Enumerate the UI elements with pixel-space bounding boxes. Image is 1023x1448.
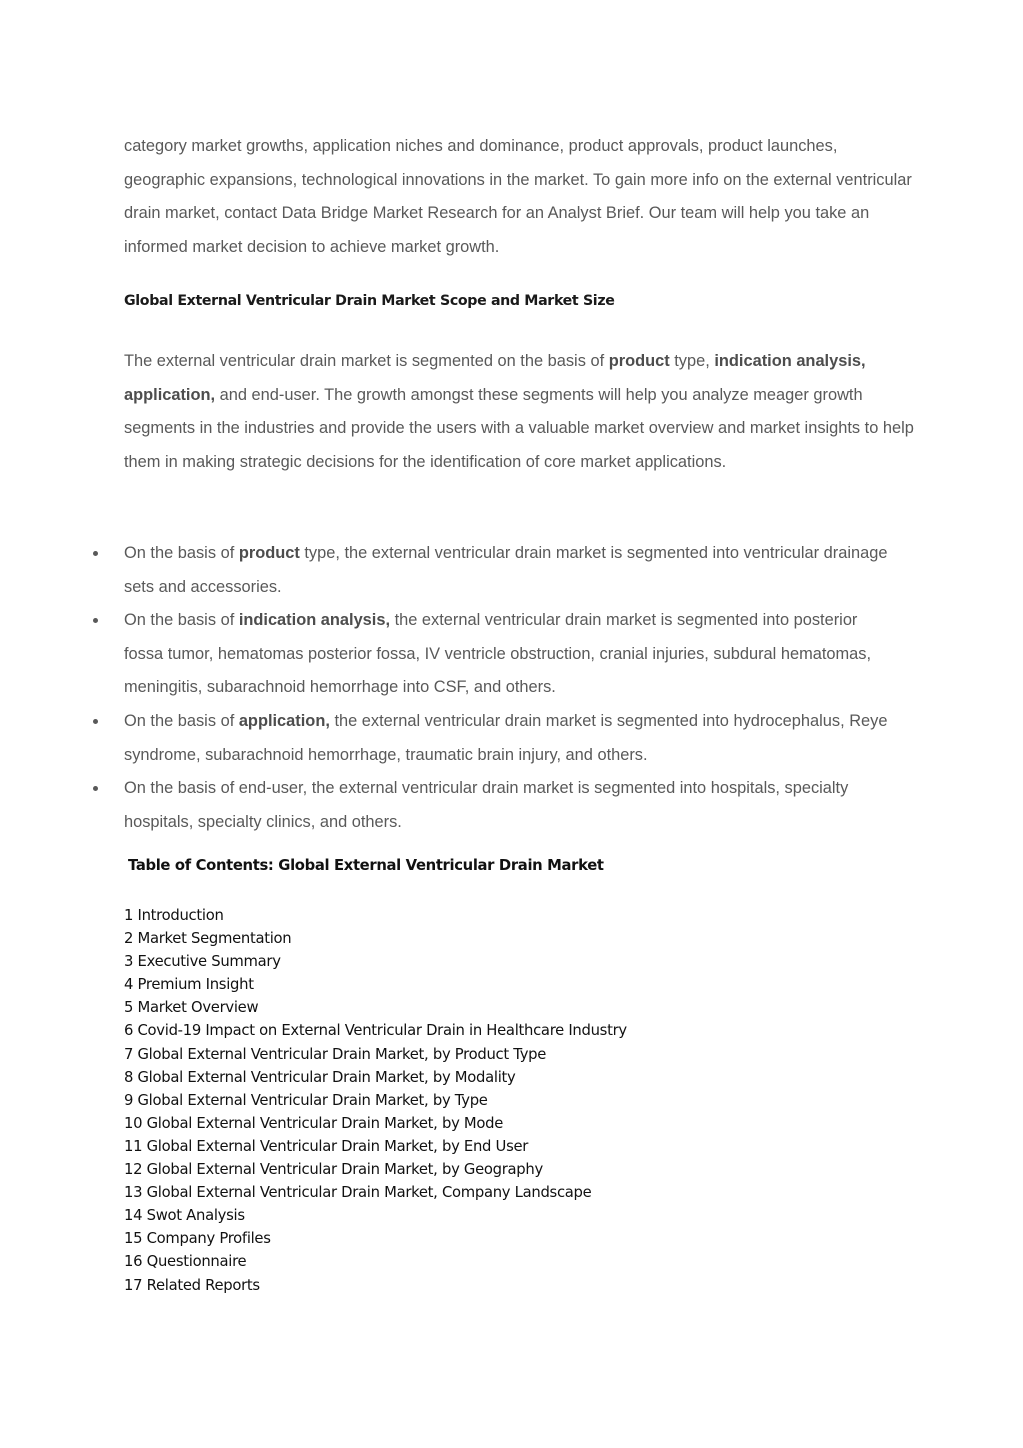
- toc-item: 6 Covid-19 Impact on External Ventricular Drain in Healthcare Industry: [124, 1022, 627, 1040]
- segment-bullet-indication: [0, 604, 899, 705]
- scope-section-heading: Global External Ventricular Drain Market Scope and Market Size: [124, 293, 615, 309]
- scope-text-2: type,: [669, 352, 715, 370]
- bullet-icon: [93, 551, 98, 556]
- bullet-icon: [93, 618, 98, 623]
- segment-text: the external ventricular drain market is segmented into posterior fossa tumor, hematomas posterior fossa, IV ventricle obstruction, cranial injuries, subdural hematomas, meningitis, subarachnoid hemorrhage into CSF, and others.: [124, 611, 872, 697]
- bullet-icon: [93, 719, 98, 724]
- segment-bullet-application: [0, 705, 899, 772]
- segment-text: type, the external ventricular drain market is segmented into ventricular drainage sets and accessories.: [124, 544, 888, 596]
- toc-item: 12 Global External Ventricular Drain Market, by Geography: [124, 1161, 543, 1179]
- toc-item: 13 Global External Ventricular Drain Market, Company Landscape: [124, 1184, 592, 1202]
- intro-paragraph: category market growths, application niches and dominance, product approvals, product launches, geographic expansions, technological innovations in the market. To gain more info on the external ventricular drain market, contact Data Bridge Market Research for an Analyst Brief. Our team will help you take an informed market decision to achieve market growth.: [124, 137, 912, 256]
- scope-text-3: and end-user. The growth amongst these segments will help you analyze meager growth segments in the industries and provide the users with a valuable market overview and market insights to help them in making strategic decisions for the identification of core market applications.: [124, 385, 914, 471]
- toc-item: 11 Global External Ventricular Drain Market, by End User: [124, 1137, 529, 1155]
- segment-bullet-list: [0, 537, 1023, 839]
- toc-item: 9 Global External Ventricular Drain Market, by Type: [124, 1091, 488, 1109]
- segment-prefix: On the basis of: [124, 611, 239, 630]
- toc-item: 16 Questionnaire: [124, 1253, 247, 1271]
- segment-prefix: On the basis of: [124, 544, 239, 562]
- segment-bold: application,: [238, 711, 330, 730]
- segment-text: the external ventricular drain market is segmented into hydrocephalus, Reye syndrome, subarachnoid hemorrhage, traumatic brain injury, and others.: [124, 711, 888, 764]
- toc-item: 15 Company Profiles: [124, 1230, 271, 1248]
- scope-text-1: The external ventricular drain market is segmented on the basis of: [124, 352, 609, 370]
- toc-item: 5 Market Overview: [124, 999, 259, 1017]
- bullet-icon: [93, 786, 98, 791]
- scope-paragraph: [124, 345, 914, 479]
- segment-bullet-product: [0, 537, 899, 604]
- toc-item: 3 Executive Summary: [124, 953, 281, 971]
- scope-bold-segments: indication analysis, application,: [124, 352, 866, 404]
- segment-prefix: On the basis of end-user, the external ventricular drain market is segmented into hospitals, specialty hospitals, specialty clinics, and others.: [124, 779, 849, 831]
- segment-bold: product: [238, 544, 300, 562]
- segment-prefix: On the basis of: [124, 711, 239, 730]
- table-of-contents: [124, 904, 627, 1297]
- toc-item: 7 Global External Ventricular Drain Market, by Product Type: [124, 1045, 547, 1063]
- toc-item: 4 Premium Insight: [124, 976, 254, 994]
- segment-bold: indication analysis,: [238, 611, 391, 630]
- toc-item: 17 Related Reports: [124, 1276, 260, 1294]
- toc-heading: Table of Contents: Global External Ventricular Drain Market: [128, 857, 604, 874]
- scope-bold-product: product: [608, 352, 670, 370]
- segment-bullet-end-user: [0, 772, 899, 839]
- toc-item: 14 Swot Analysis: [124, 1207, 245, 1225]
- toc-item: 1 Introduction: [124, 907, 224, 924]
- toc-item: 10 Global External Ventricular Drain Market, by Mode: [124, 1114, 504, 1132]
- toc-item: 8 Global External Ventricular Drain Market, by Modality: [124, 1068, 516, 1086]
- toc-item: 2 Market Segmentation: [124, 930, 292, 948]
